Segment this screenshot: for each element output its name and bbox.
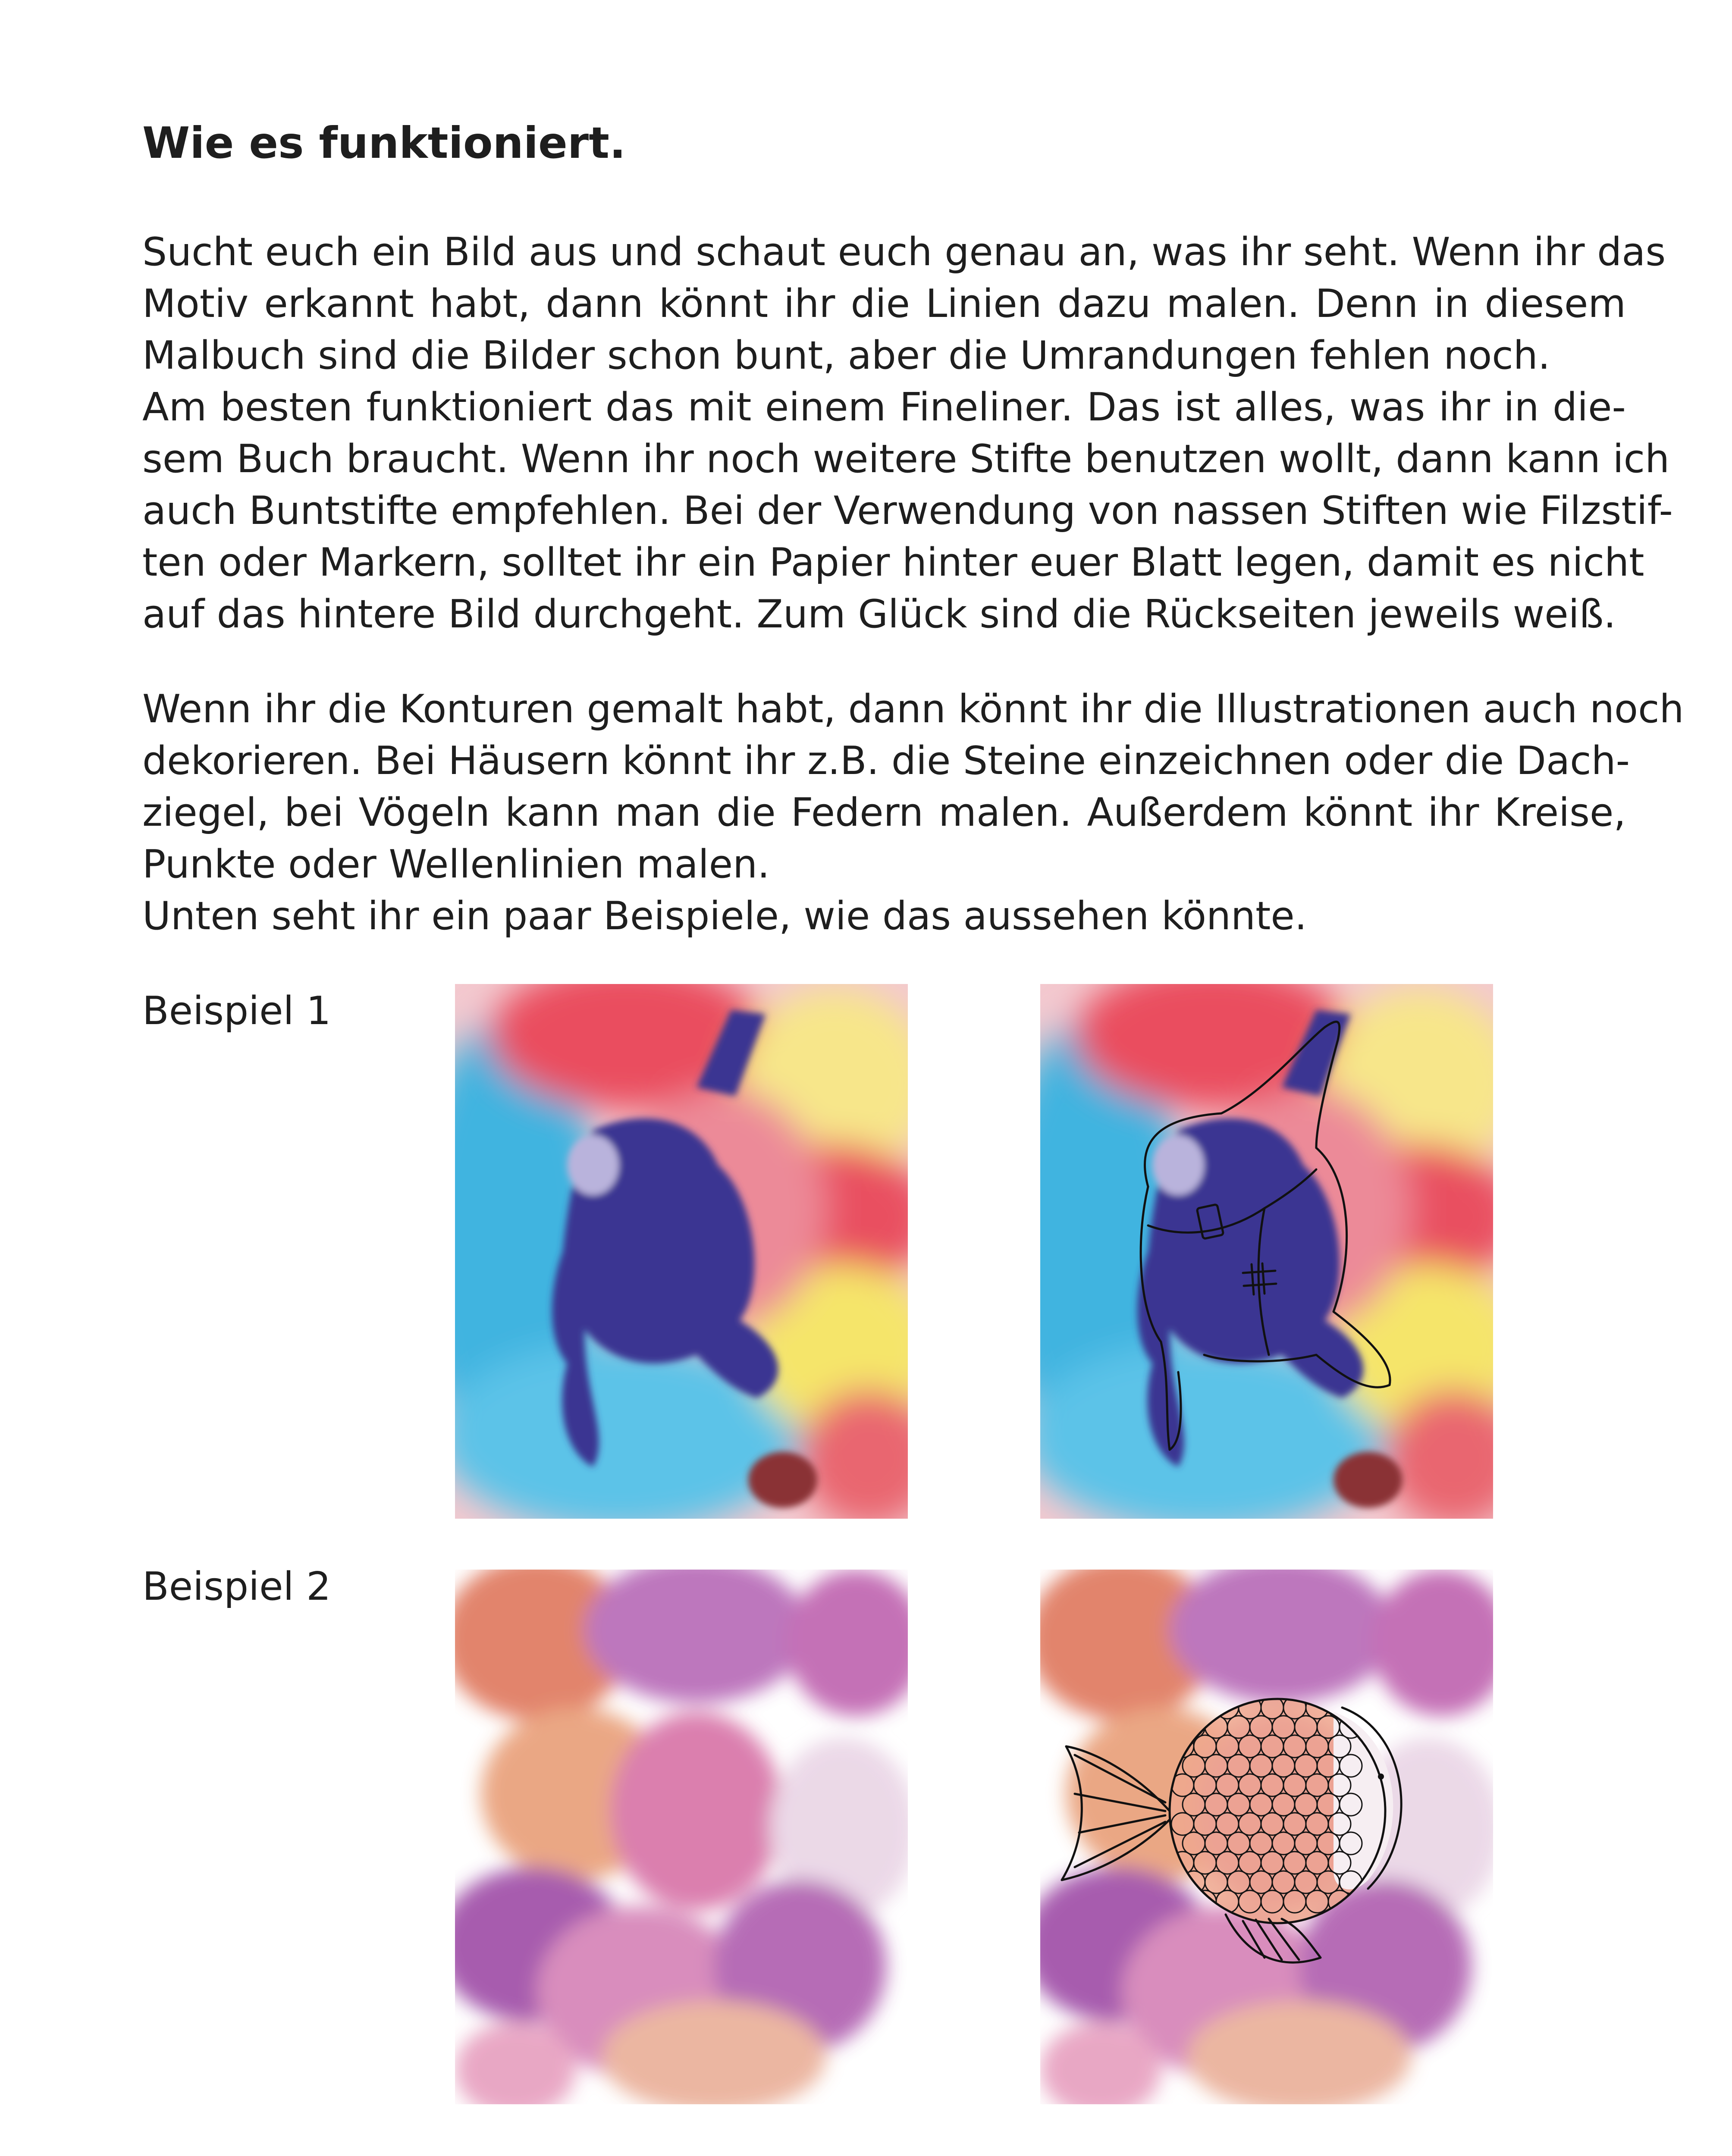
text-line: Am besten funktioniert das mit einem Fineliner. Das ist alles, was ihr in die-	[142, 385, 1626, 430]
text-line: Unten seht ihr ein paar Beispiele, wie das aussehen könnte.	[142, 893, 1307, 939]
example-2-outlined-image	[1040, 1570, 1493, 2104]
text-line: sem Buch braucht. Wenn ihr noch weitere Stifte benutzen wollt, dann kann ich	[142, 436, 1670, 482]
page-title: Wie es funktioniert.	[142, 118, 626, 168]
example-2-watercolor-image	[455, 1570, 908, 2104]
text-line: Malbuch sind die Bilder schon bunt, aber die Umrandungen fehlen noch.	[142, 333, 1550, 378]
text-line: Sucht euch ein Bild aus und schaut euch genau an, was ihr seht. Wenn ihr das	[142, 229, 1666, 275]
text-line: dekorieren. Bei Häusern könnt ihr z.B. die Steine einzeichnen oder die Dach-	[142, 738, 1630, 783]
text-line: ten oder Markern, solltet ihr ein Papier hinter euer Blatt legen, damit es nicht	[142, 540, 1644, 585]
decorate-paragraph	[142, 683, 1684, 942]
text-line: Motiv erkannt habt, dann könnt ihr die Linien dazu malen. Denn in diesem	[142, 281, 1626, 326]
text-line: Punkte oder Wellenlinien malen.	[142, 842, 770, 887]
intro-paragraph	[142, 226, 1673, 640]
example-1-label: Beispiel 1	[142, 988, 331, 1034]
example-1-watercolor-image	[455, 984, 908, 1519]
text-line: Wenn ihr die Konturen gemalt habt, dann könnt ihr die Illustrationen auch noch	[142, 686, 1684, 732]
text-line: auf das hintere Bild durchgeht. Zum Glück sind die Rückseiten jeweils weiß.	[142, 592, 1616, 637]
text-line: auch Buntstifte empfehlen. Bei der Verwendung von nassen Stiften wie Filzstif-	[142, 488, 1673, 533]
example-2-label: Beispiel 2	[142, 1564, 331, 1609]
text-line: ziegel, bei Vögeln kann man die Federn malen. Außerdem könnt ihr Kreise,	[142, 790, 1626, 835]
example-1-outlined-image	[1040, 984, 1493, 1519]
